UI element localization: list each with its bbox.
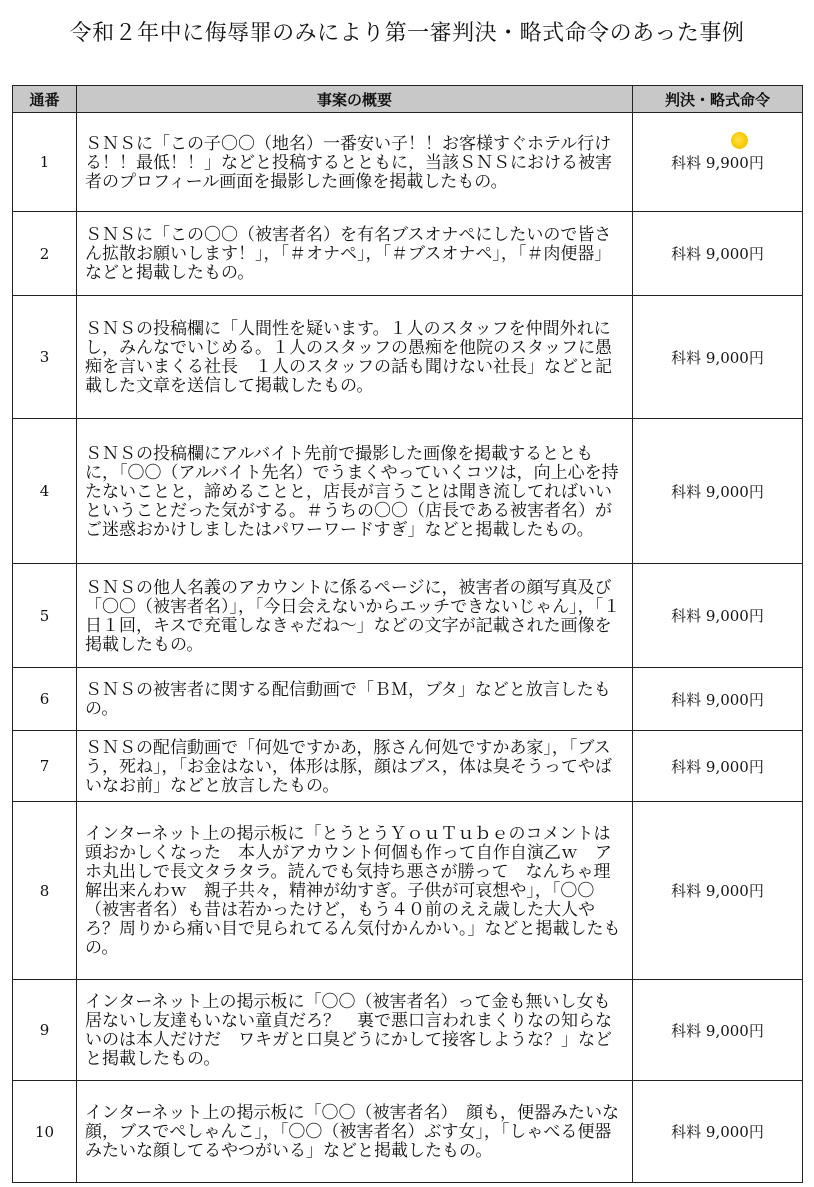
- table-header-row: [13, 86, 803, 113]
- row-summary: ＳＮＳの被害者に関する配信動画で「ＢＭ，ブタ」などと放言したもの。: [77, 668, 633, 731]
- row-num: 7: [13, 731, 77, 802]
- row-summary: インターネット上の掲示板に「とうとうＹｏｕＴｕｂｅのコメントは頭おかしくなった 本人がアカウント何個も作って自作自演乙ｗ アホ丸出しで長文タラタラ。読んでも気持ち悪さが勝って なんちゃ理解出来んわｗ 親子共々，精神が幼すぎ。子供が可哀想や」，「〇〇（被害者名）も昔は若かったけど，もう４０前のええ歳した大人やろ？周りから痛い目で見られてるん気付かんかい。」などと掲載したもの。: [77, 802, 633, 980]
- table-row: [13, 419, 803, 564]
- header-result: 判決・略式命令: [633, 86, 803, 113]
- row-num: 8: [13, 802, 77, 980]
- row-num: 6: [13, 668, 77, 731]
- row-result: 科料 9,000円: [633, 980, 803, 1081]
- row-result: 科料 9,000円: [633, 1081, 803, 1183]
- row-num: 4: [13, 419, 77, 564]
- row-result: 科料 9,000円: [633, 668, 803, 731]
- row-result: 科料 9,000円: [633, 419, 803, 564]
- table-row: [13, 564, 803, 668]
- table-row: [13, 980, 803, 1081]
- row-summary: インターネット上の掲示板に「〇〇（被害者名） 顔も，便器みたいな顔，ブスでぺしゃんこ」，「〇〇（被害者名）ぶす女」，「しゃべる便器みたいな顔してるやつがいる」などと掲載したもの。: [77, 1081, 633, 1183]
- row-num: 9: [13, 980, 77, 1081]
- table-row: [13, 212, 803, 296]
- table-row: [13, 802, 803, 980]
- row-num: 5: [13, 564, 77, 668]
- row-result: 科料 9,000円: [633, 296, 803, 419]
- header-summary: 事案の概要: [77, 86, 633, 113]
- row-result: 科料 9,000円: [633, 802, 803, 980]
- row-summary: ＳＮＳの他人名義のアカウントに係るページに，被害者の顔写真及び「〇〇（被害者名）」，「今日会えないからエッチできないじゃん」，「１日１回，キスで充電しなきゃだね～」などの文字が記載された画像を掲載したもの。: [77, 564, 633, 668]
- row-summary: ＳＮＳの投稿欄にアルバイト先前で撮影した画像を掲載するとともに，「〇〇（アルバイト先名）でうまくやっていくコツは，向上心を持たないことと，諦めることと，店長が言うことは聞き流してればいいということだった気がする。＃うちの〇〇（店長である被害者名）がご迷惑おかけしましたはパワーワードすぎ」などと掲載したもの。: [77, 419, 633, 564]
- table-row: [13, 668, 803, 731]
- table-row: [13, 731, 803, 802]
- row-summary: ＳＮＳに「この〇〇（被害者名）を有名ブスオナペにしたいので皆さん拡散お願いします！」，「＃オナペ」，「＃ブスオナペ」，「＃肉便器」などと掲載したもの。: [77, 212, 633, 296]
- row-num: 1: [13, 113, 77, 212]
- row-result: 科料 9,000円: [633, 731, 803, 802]
- row-num: 10: [13, 1081, 77, 1183]
- page-title: 令和２年中に侮辱罪のみにより第一審判決・略式命令のあった事例: [69, 21, 745, 46]
- header-num: 通番: [13, 86, 77, 113]
- row-result: 科料 9,000円: [633, 212, 803, 296]
- row-summary: インターネット上の掲示板に「〇〇（被害者名）って金も無いし女も居ないし友達もいない童貞だろ？ 裏で悪口言われまくりなの知らないのは本人だけだ ワキガと口臭どうにかして接客しような？」などと掲載したもの。: [77, 980, 633, 1081]
- table-row: [13, 113, 803, 212]
- row-result: 科料 9,900円: [633, 113, 803, 212]
- row-num: 2: [13, 212, 77, 296]
- table-row: [13, 1081, 803, 1183]
- row-num: 3: [13, 296, 77, 419]
- row-summary: ＳＮＳの投稿欄に「人間性を疑います。１人のスタッフを仲間外れにし，みんなでいじめる。１人のスタッフの愚痴を他院のスタッフに愚痴を言いまくる社長 １人のスタッフの話も聞けない社長」などと記載した文章を送信して掲載したもの。: [77, 296, 633, 419]
- row-summary: ＳＮＳに「この子〇〇（地名）一番安い子！！お客様すぐホテル行ける！！最低！！」などと投稿するとともに，当該ＳＮＳにおける被害者のプロフィール画面を撮影した画像を掲載したもの。: [77, 113, 633, 212]
- row-result: 科料 9,000円: [633, 564, 803, 668]
- row-summary: ＳＮＳの配信動画で「何処ですかあ，豚さん何処ですかあ家」，「ブスう，死ね」，「お金はない，体形は豚，顔はブス，体は臭そうってやばいなお前」などと放言したもの。: [77, 731, 633, 802]
- table-row: [13, 296, 803, 419]
- cases-table: [12, 85, 803, 1183]
- highlight-dot-icon: [731, 132, 748, 149]
